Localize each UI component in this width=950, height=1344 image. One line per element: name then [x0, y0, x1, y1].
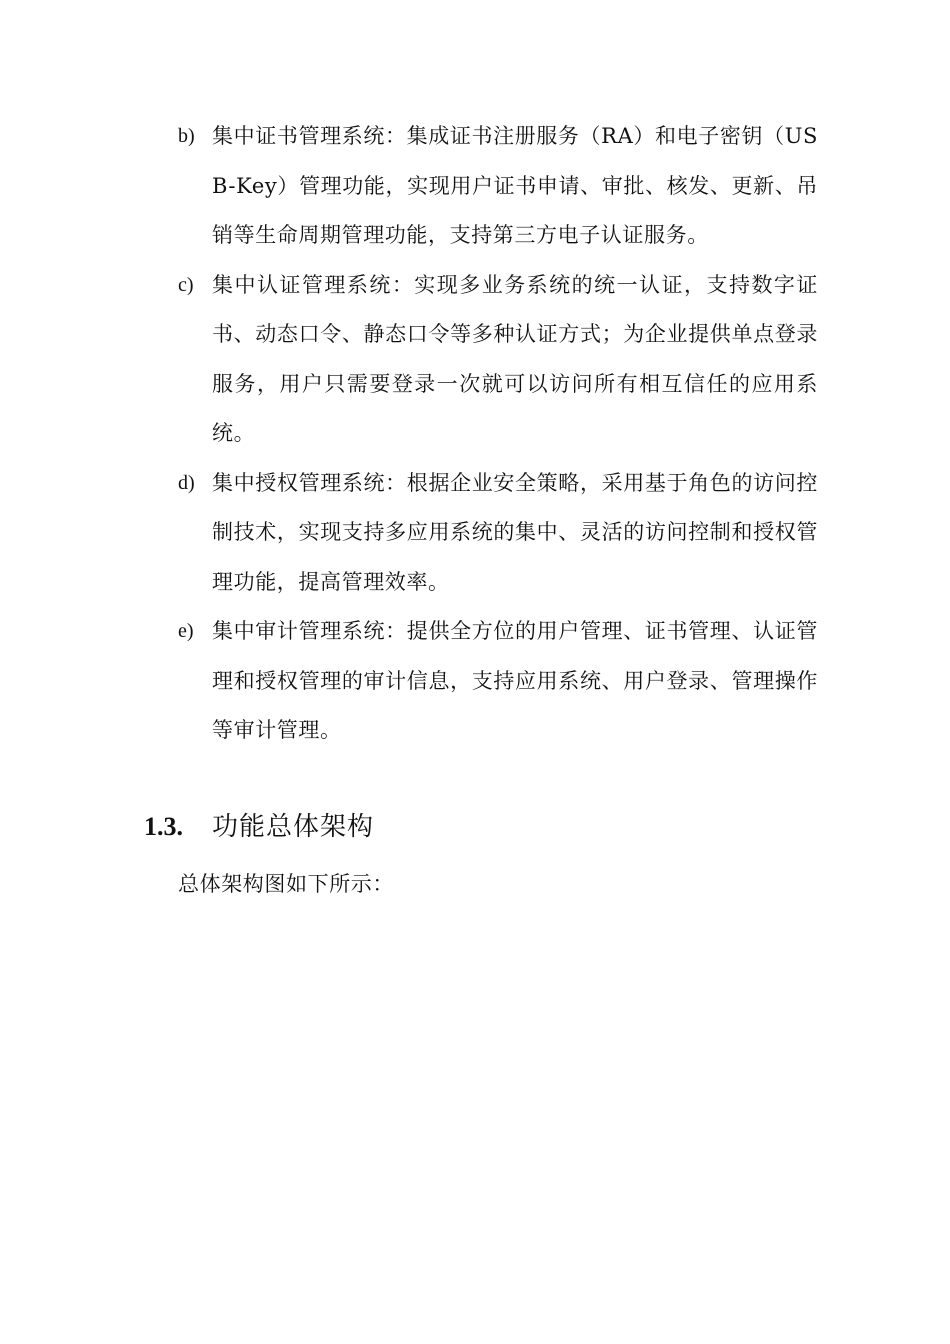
list-item-text: 集中认证管理系统：实现多业务系统的统一认证，支持数字证书、动态口令、静态口令等多种认证方式；为企业提供单点登录服务，用户只需要登录一次就可以访问所有相互信任的应用系统。	[212, 272, 818, 445]
list-marker: e)	[178, 620, 194, 642]
list-item	[178, 459, 818, 608]
section-title: 功能总体架构	[212, 812, 375, 842]
feature-list	[178, 112, 818, 756]
intro-paragraph: 总体架构图如下所示：	[178, 872, 394, 896]
section-heading	[144, 802, 374, 852]
list-item	[178, 607, 818, 756]
section-number: 1.3.	[144, 812, 183, 841]
list-marker: b)	[178, 125, 195, 147]
list-item-text: 集中授权管理系统：根据企业安全策略，采用基于角色的访问控制技术，实现支持多应用系统的集中、灵活的访问控制和授权管理功能，提高管理效率。	[212, 470, 818, 594]
list-item-text: 集中证书管理系统：集成证书注册服务（RA）和电子密钥（USB-Key）管理功能，实现用户证书申请、审批、核发、更新、吊销等生命周期管理功能，支持第三方电子认证服务。	[212, 124, 818, 247]
list-item	[178, 112, 818, 261]
list-marker: d)	[178, 471, 195, 494]
list-marker: c)	[178, 273, 194, 296]
list-item-text: 集中审计管理系统：提供全方位的用户管理、证书管理、认证管理和授权管理的审计信息，支持应用系统、用户登录、管理操作等审计管理。	[212, 619, 818, 742]
list-item	[178, 261, 818, 459]
